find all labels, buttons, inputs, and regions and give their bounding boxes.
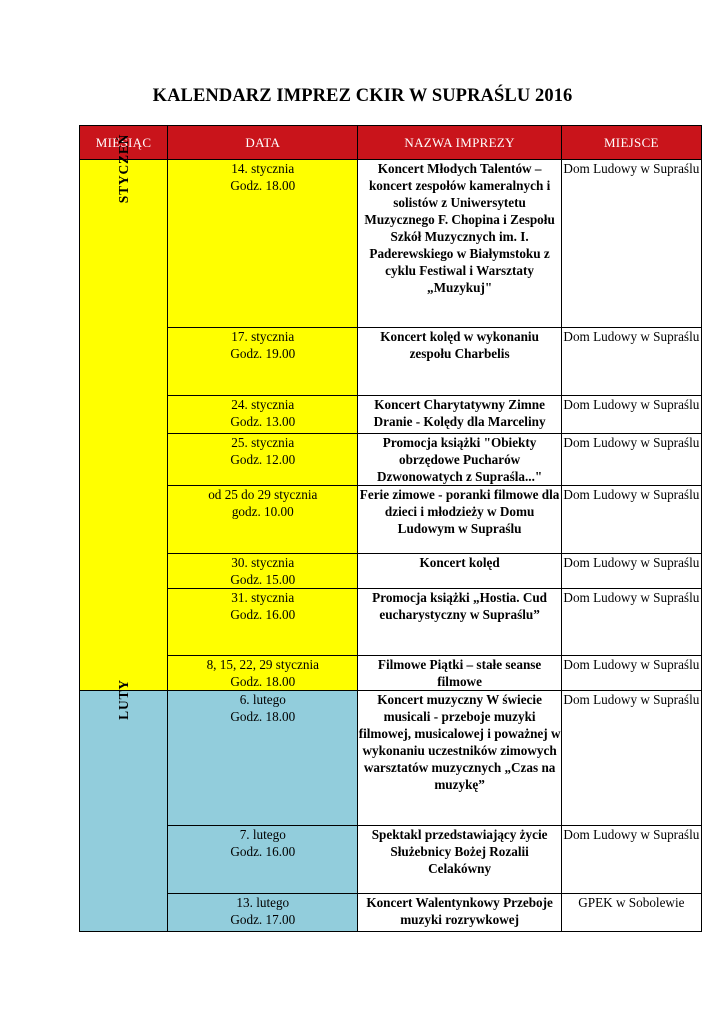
event-name: Koncert Charytatywny Zimne Dranie - Kolędy dla Marceliny	[358, 396, 561, 434]
table-row	[80, 691, 702, 826]
header-month: MIESIĄC	[80, 126, 168, 160]
event-time: Godz. 12.00	[230, 452, 296, 467]
event-date: 7. lutego	[239, 827, 286, 842]
event-time: Godz. 17.00	[230, 912, 296, 927]
event-time: Godz. 18.00	[230, 709, 296, 724]
event-name: Koncert Młodych Talentów – koncert zespołów kameralnych i solistów z Uniwersytetu Muzycznego F. Chopina i Zespołu Szkół Muzycznych im. I. Paderewskiego w Białymstoku z cyklu Festiwal i Warsztaty „Muzykuj"	[358, 160, 561, 328]
event-place: Dom Ludowy w Supraślu	[561, 486, 701, 554]
event-place: Dom Ludowy w Supraślu	[561, 396, 701, 434]
table-row	[80, 826, 702, 894]
event-date: 24. stycznia	[231, 397, 295, 412]
event-date-cell	[168, 486, 358, 554]
event-time: Godz. 16.00	[230, 844, 296, 859]
header-date: DATA	[168, 126, 358, 160]
table-row	[80, 396, 702, 434]
event-name: Spektakl przedstawiający życie Służebnicy Bożej Rozalii Celakówny	[358, 826, 561, 894]
event-date-cell	[168, 589, 358, 656]
event-name: Koncert kolęd	[358, 554, 561, 589]
table-row	[80, 589, 702, 656]
event-place: Dom Ludowy w Supraślu	[561, 328, 701, 396]
event-name: Koncert muzyczny W świecie musicali - przeboje muzyki filmowej, musicalowej i poważnej w wykonaniu uczestników zimowych warsztatów muzycznych „Czas na muzykę”	[358, 691, 561, 826]
event-time: godz. 10.00	[231, 504, 294, 519]
event-date-cell	[168, 826, 358, 894]
month-label: STYCZEŃ	[116, 133, 132, 204]
event-date: 14. stycznia	[231, 161, 295, 176]
event-date-cell	[168, 894, 358, 932]
event-place: Dom Ludowy w Supraślu	[561, 589, 701, 656]
table-row	[80, 894, 702, 932]
event-date-cell	[168, 656, 358, 691]
event-date-cell	[168, 160, 358, 328]
event-date-cell	[168, 691, 358, 826]
event-time: Godz. 13.00	[230, 414, 296, 429]
event-name: Ferie zimowe - poranki filmowe dla dzieci i młodzieży w Domu Ludowym w Supraślu	[358, 486, 561, 554]
event-name: Filmowe Piątki – stałe seanse filmowe	[358, 656, 561, 691]
event-date: 17. stycznia	[231, 329, 295, 344]
table-row	[80, 160, 702, 328]
table-row	[80, 434, 702, 486]
event-place: Dom Ludowy w Supraślu	[561, 554, 701, 589]
event-place: Dom Ludowy w Supraślu	[561, 160, 701, 328]
event-date: 8, 15, 22, 29 stycznia	[206, 657, 320, 672]
table-row	[80, 554, 702, 589]
event-date: 13. lutego	[236, 895, 290, 910]
event-date-cell	[168, 434, 358, 486]
event-date: od 25 do 29 stycznia	[208, 487, 318, 502]
event-place: Dom Ludowy w Supraślu	[561, 691, 701, 826]
event-date-cell	[168, 396, 358, 434]
event-time: Godz. 15.00	[230, 572, 296, 587]
event-time: Godz. 18.00	[230, 178, 296, 193]
page-title: KALENDARZ IMPREZ CKIR W SUPRAŚLU 2016	[152, 86, 573, 106]
event-name: Koncert Walentynkowy Przeboje muzyki rozrywkowej	[358, 894, 561, 932]
table-row	[80, 486, 702, 554]
event-place: Dom Ludowy w Supraślu	[561, 434, 701, 486]
event-date-cell	[168, 554, 358, 589]
table-header-row	[80, 126, 702, 160]
month-label: LUTY	[116, 679, 132, 720]
event-name: Promocja książki "Obiekty obrzędowe Pucharów Dzwonowatych z Supraśla..."	[358, 434, 561, 486]
event-time: Godz. 18.00	[230, 674, 296, 689]
event-time: Godz. 19.00	[230, 346, 296, 361]
event-place: Dom Ludowy w Supraślu	[561, 656, 701, 691]
events-table	[79, 125, 702, 932]
event-date: 6. lutego	[239, 692, 286, 707]
event-place: GPEK w Sobolewie	[561, 894, 701, 932]
table-row	[80, 656, 702, 691]
table-row	[80, 328, 702, 396]
event-date-cell	[168, 328, 358, 396]
event-time: Godz. 16.00	[230, 607, 296, 622]
header-name: NAZWA IMPREZY	[358, 126, 561, 160]
event-date: 25. stycznia	[231, 435, 295, 450]
event-name: Koncert kolęd w wykonaniu zespołu Charbelis	[358, 328, 561, 396]
event-name: Promocja książki „Hostia. Cud eucharystyczny w Supraślu”	[358, 589, 561, 656]
header-place: MIEJSCE	[561, 126, 701, 160]
event-place: Dom Ludowy w Supraślu	[561, 826, 701, 894]
month-cell-february	[80, 679, 168, 932]
event-date: 31. stycznia	[231, 590, 295, 605]
event-date: 30. stycznia	[231, 555, 295, 570]
